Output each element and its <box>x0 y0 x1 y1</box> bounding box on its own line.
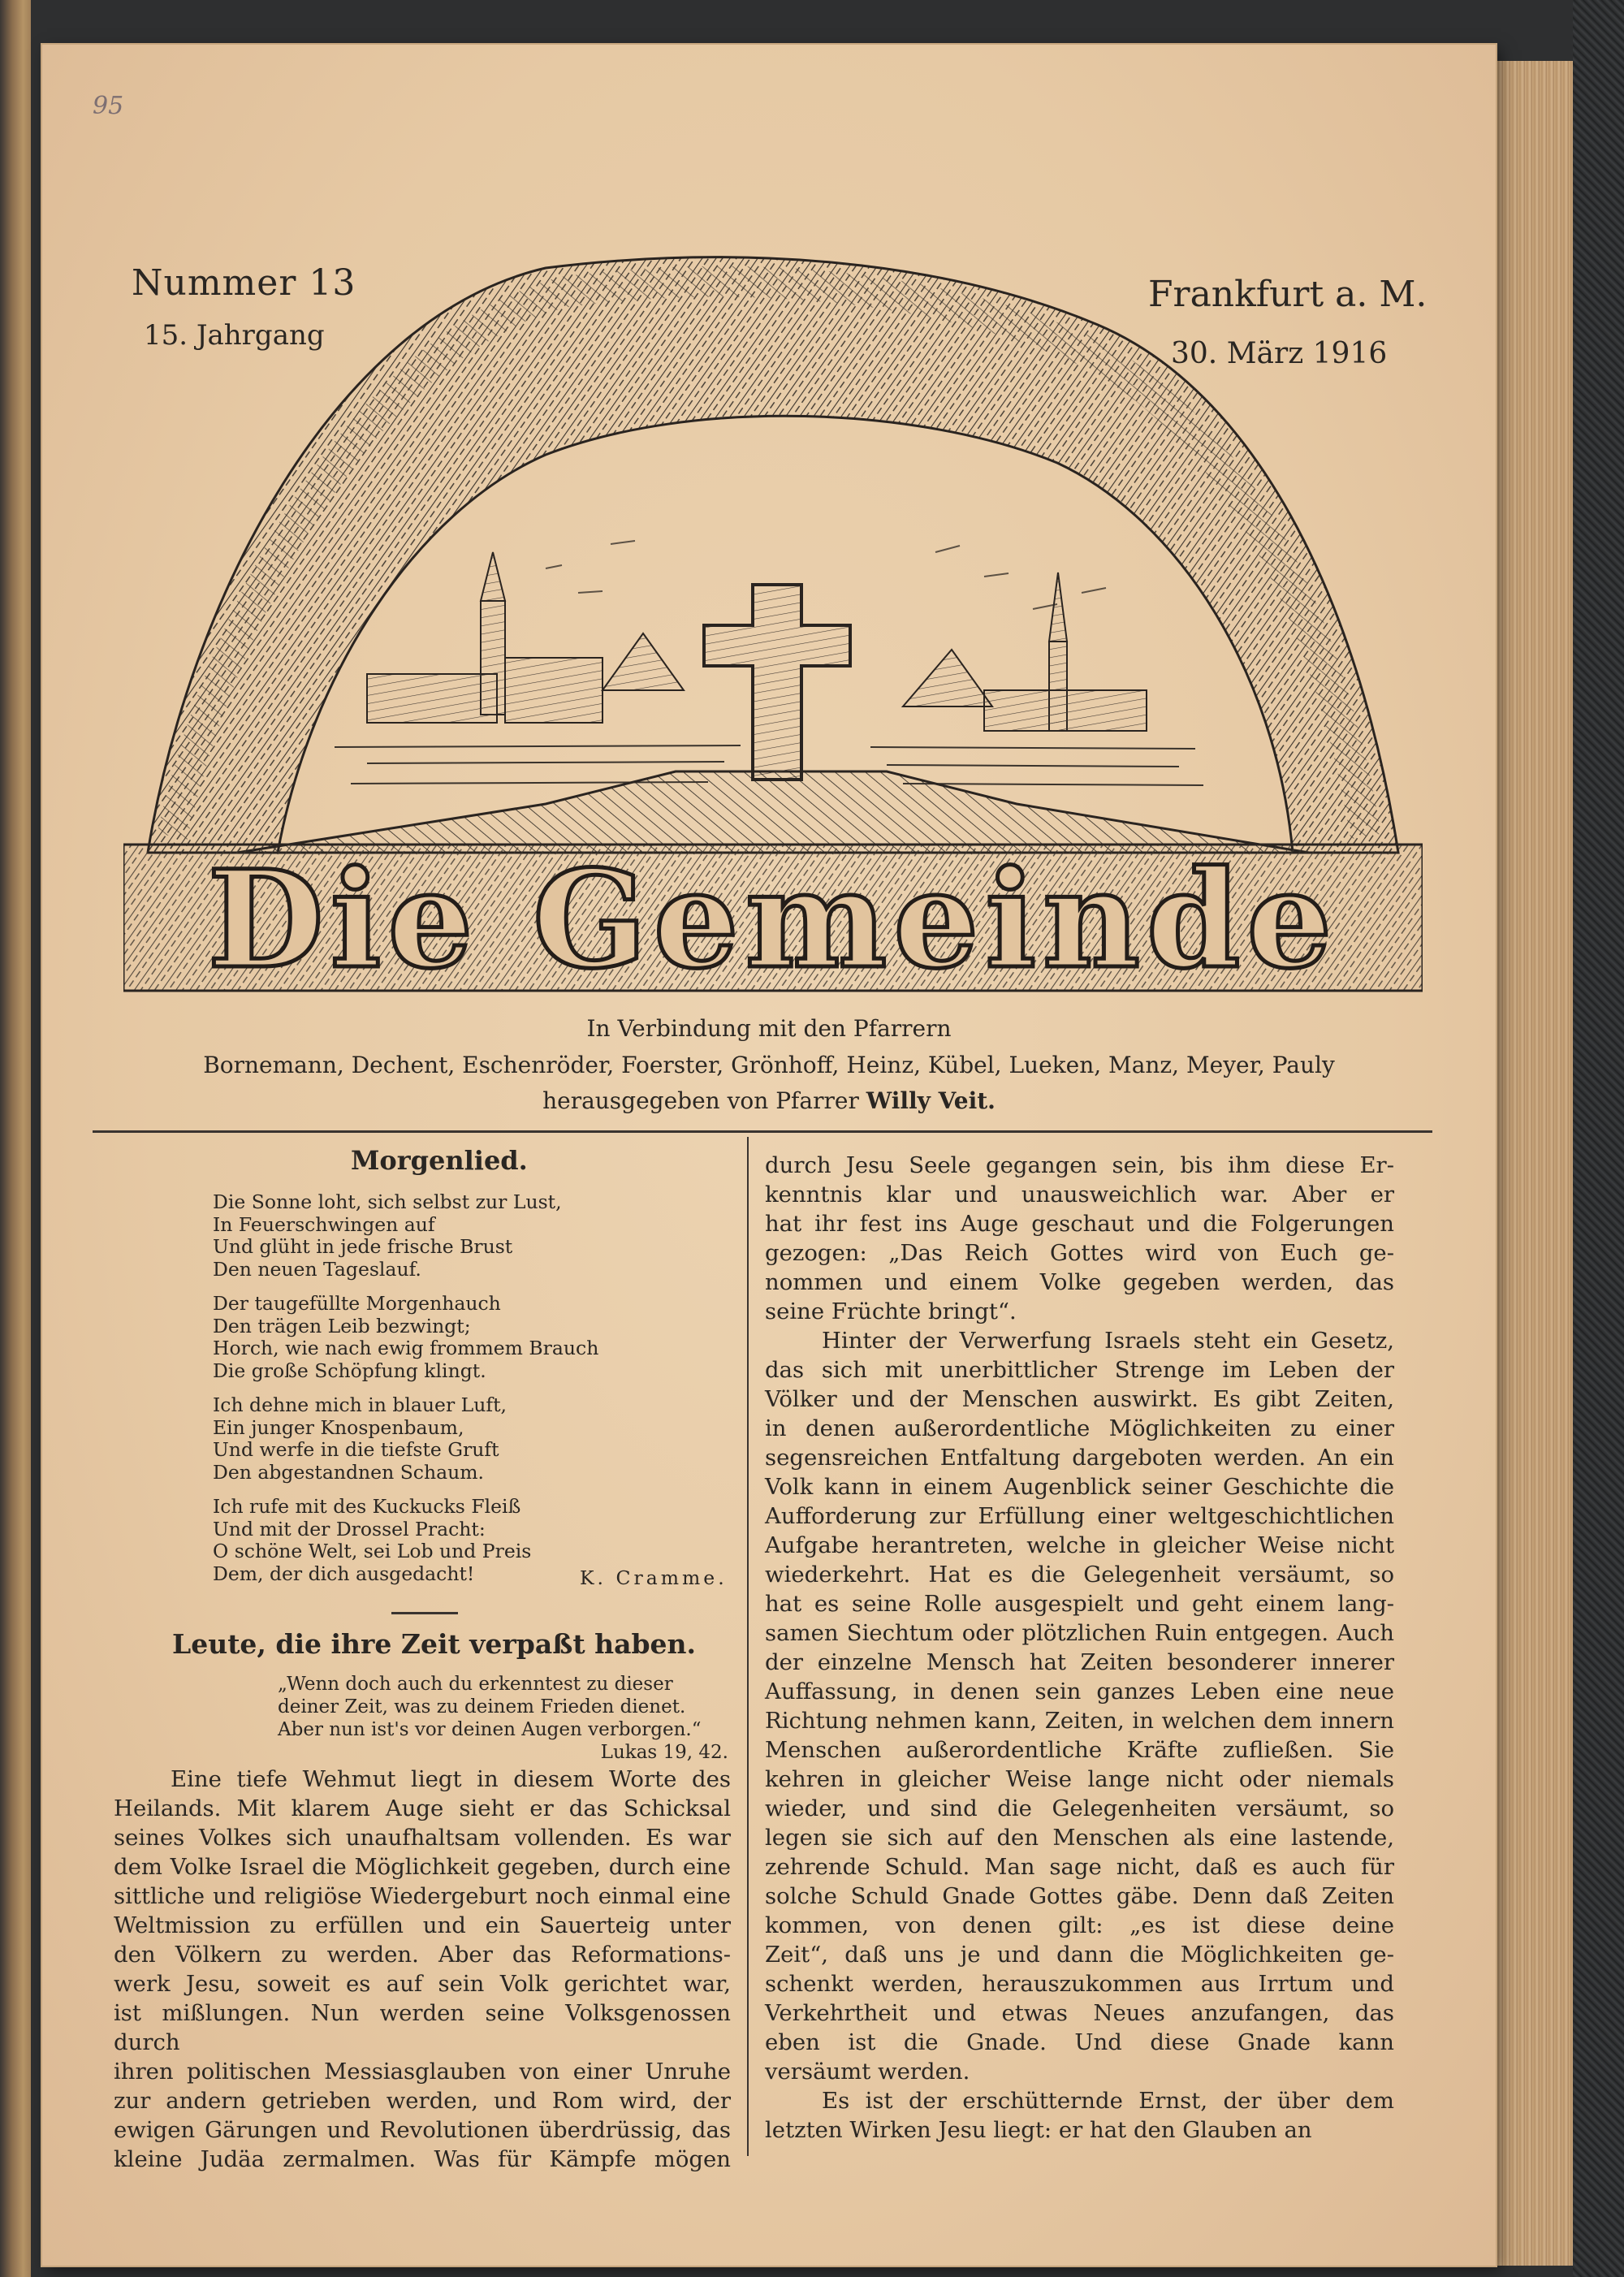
text-line: Weltmission zu erfüllen und ein Sauerteig unter <box>114 1912 731 1938</box>
poem-line: Und glüht in jede frische Brust <box>213 1235 513 1258</box>
poem-line: O schöne Welt, sei Lob und Preis <box>213 1540 532 1562</box>
text-line: hat ihr fest ins Auge geschaut und die Folgerungen <box>765 1211 1394 1237</box>
poem-stanza <box>213 1394 732 1484</box>
text-line: schenkt werden, herauszukommen aus Irrtum und <box>765 1971 1394 1997</box>
book-cover-right <box>1573 0 1624 2277</box>
text-line: kenntnis klar und unausweichlich war. Aber er <box>765 1182 1394 1208</box>
text-line: solche Schuld Gnade Gottes gäbe. Denn daß Zeiten <box>765 1883 1394 1909</box>
epigraph-line: „Wenn doch auch du erkenntest zu dieser <box>278 1674 673 1695</box>
editor-prefix: herausgegeben von Pfarrer <box>542 1087 859 1114</box>
text-line: Eine tiefe Wehmut liegt in diesem Worte des <box>171 1766 731 1792</box>
text-line: in denen außerordentliche Möglichkeiten zu einer <box>765 1415 1394 1441</box>
section-divider <box>391 1612 458 1614</box>
poem-line: Horch, wie nach ewig frommem Brauch <box>213 1337 599 1359</box>
subtitle-line-1: In Verbindung mit den Pfarrern <box>586 1015 952 1042</box>
subtitle-line-2: Bornemann, Dechent, Eschenröder, Foerster, Grönhoff, Heinz, Kübel, Lueken, Manz, Meyer, Pauly <box>203 1052 1335 1078</box>
header-rule <box>93 1130 1432 1133</box>
text-line: dem Volke Israel die Möglichkeit gegeben, durch eine <box>114 1854 731 1880</box>
text-line: der einzelne Mensch hat Zeiten besonderer innerer <box>765 1649 1394 1675</box>
text-line: nommen und einem Volke gegeben werden, das <box>765 1269 1394 1295</box>
text-line: kleine Judäa zermalmen. Was für Kämpfe mögen <box>114 2146 731 2172</box>
text-line: ihren politischen Messiasglauben von einer Unruhe <box>114 2059 731 2085</box>
text-line: durch Jesu Seele gegangen sein, bis ihm diese Er- <box>765 1152 1394 1178</box>
poem-title: Morgenlied. <box>351 1145 528 1176</box>
text-line: wiederkehrt. Hat es die Gelegenheit versäumt, so <box>765 1562 1394 1588</box>
poem <box>213 1191 732 1597</box>
text-line: legen sie sich auf den Menschen als eine lastende, <box>765 1825 1394 1851</box>
issue-number: Nummer 13 <box>132 262 356 304</box>
text-line: Verkehrtheit und etwas Neues anzufangen, das <box>765 2000 1394 2026</box>
text-line: wieder, und sind die Gelegenheiten versäumt, so <box>765 1795 1394 1821</box>
text-line: versäumt werden. <box>765 2059 970 2085</box>
text-line: das sich mit unerbittlicher Strenge im Leben der <box>765 1357 1394 1383</box>
poem-line: Der taugefüllte Morgenhauch <box>213 1292 501 1315</box>
text-line: Volk kann in einem Augenblick seiner Geschichte die <box>765 1474 1394 1500</box>
poem-line: Ich dehne mich in blauer Luft, <box>213 1393 508 1416</box>
text-line: samen Siechtum oder plötzlichen Ruin entgegen. Auch <box>765 1620 1394 1646</box>
left-city <box>367 552 684 723</box>
poem-line: Die Sonne loht, sich selbst zur Lust, <box>213 1190 562 1213</box>
poem-line: Ein junger Knospenbaum, <box>213 1415 464 1439</box>
book-binding-left <box>0 0 31 2277</box>
text-line: Es ist der erschütternde Ernst, der über dem <box>822 2088 1394 2114</box>
article-column-right <box>765 1151 1394 2145</box>
text-line: Richtung nehmen kann, Zeiten, in welchen dem innern <box>765 1708 1394 1734</box>
text-line: werk Jesu, soweit es auf sein Volk gerichtet war, <box>114 1971 731 1997</box>
text-line: Aufforderung zur Erfüllung einer weltgeschichtlichen <box>765 1503 1394 1529</box>
text-line: sittliche und religiöse Wiedergeburt noch einmal eine <box>114 1883 731 1909</box>
text-line: Auffassung, in denen sein ganzes Leben eine neue <box>765 1679 1394 1705</box>
poem-stanza <box>213 1293 732 1382</box>
text-line: seine Früchte bringt“. <box>765 1298 1017 1324</box>
text-line: Zeit“, daß uns je und dann die Möglichkeiten ge- <box>765 1942 1394 1968</box>
text-line: segensreichen Entfaltung dargeboten werden. An ein <box>765 1445 1394 1471</box>
text-line: seines Volkes sich unaufhaltsam vollenden. Es war <box>114 1825 731 1851</box>
article-title: Leute, die ihre Zeit verpaßt haben. <box>172 1628 696 1660</box>
text-line: Heilands. Mit klarem Auge sieht er das Schicksal <box>114 1795 731 1821</box>
text-line: Hinter der Verwerfung Israels steht ein Gesetz, <box>822 1328 1394 1354</box>
text-line: zur andern getrieben werden, und Rom wird, der <box>114 2088 731 2114</box>
text-line: ist mißlungen. Nun werden seine Volksgenossen durch <box>114 2000 731 2055</box>
epigraph <box>278 1673 732 1764</box>
text-line: kehren in gleicher Weise lange nicht oder niemals <box>765 1766 1394 1792</box>
right-city <box>903 572 1147 731</box>
text-line: den Völkern zu werden. Aber das Reformations- <box>114 1942 731 1968</box>
cross-icon <box>704 585 850 780</box>
epigraph-line: Aber nun ist's vor deinen Augen verborgen.“ <box>278 1719 702 1740</box>
poem-line: Und mit der Drossel Pracht: <box>213 1517 486 1540</box>
text-line: zehrende Schuld. Man sage nicht, daß es auch für <box>765 1854 1394 1880</box>
poem-author: K. Cramme. <box>580 1566 728 1589</box>
poem-line: Die große Schöpfung klingt. <box>213 1359 486 1382</box>
poem-line: Ich rufe mit des Kuckucks Fleiß <box>213 1495 521 1518</box>
text-line: gezogen: „Das Reich Gottes wird von Euch ge- <box>765 1240 1394 1266</box>
article-column-left <box>114 1765 731 2174</box>
column-rule <box>747 1137 749 2156</box>
newspaper-page <box>42 45 1496 2266</box>
text-line: Aufgabe herantreten, welche in gleicher Weise nicht <box>765 1532 1394 1558</box>
text-line: hat es seine Rolle ausgespielt und geht einem lang- <box>765 1591 1394 1617</box>
poem-stanza <box>213 1191 732 1281</box>
poem-line: Den abgestandnen Schaum. <box>213 1460 484 1484</box>
epigraph-line: deiner Zeit, was zu deinem Frieden dienet. <box>278 1696 686 1717</box>
subtitle-line-3 <box>42 1087 1496 1114</box>
text-line: kommen, von denen gilt: „es ist diese deine <box>765 1912 1394 1938</box>
pencil-page-number: 95 <box>93 92 124 120</box>
poem-line: Dem, der dich ausgedacht! <box>213 1562 475 1585</box>
page-edges <box>1496 61 1573 2266</box>
poem-line: Den trägen Leib bezwingt; <box>213 1314 471 1337</box>
poem-line: Den neuen Tageslauf. <box>213 1257 421 1281</box>
editor-name: Willy Veit. <box>866 1087 996 1114</box>
issue-date: 30. März 1916 <box>1171 337 1388 370</box>
text-line: eben ist die Gnade. Und diese Gnade kann <box>765 2029 1394 2055</box>
epigraph-reference: Lukas 19, 42. <box>600 1742 728 1763</box>
masthead-illustration <box>123 252 1423 1003</box>
text-line: Menschen außerordentliche Kräfte zufließen. Sie <box>765 1737 1394 1763</box>
text-line: Völker und der Menschen auswirkt. Es gibt Zeiten, <box>765 1386 1394 1412</box>
place: Frankfurt a. M. <box>1148 274 1427 315</box>
masthead-title: Die Gemeinde <box>207 840 1339 998</box>
text-line: ewigen Gärungen und Revolutionen überdrüssig, das <box>114 2117 731 2143</box>
text-line: letzten Wirken Jesu liegt: er hat den Glauben an <box>765 2117 1312 2143</box>
volume: 15. Jahrgang <box>144 319 325 352</box>
poem-line: Und werfe in die tiefste Gruft <box>213 1438 499 1461</box>
poem-line: In Feuerschwingen auf <box>213 1212 435 1236</box>
